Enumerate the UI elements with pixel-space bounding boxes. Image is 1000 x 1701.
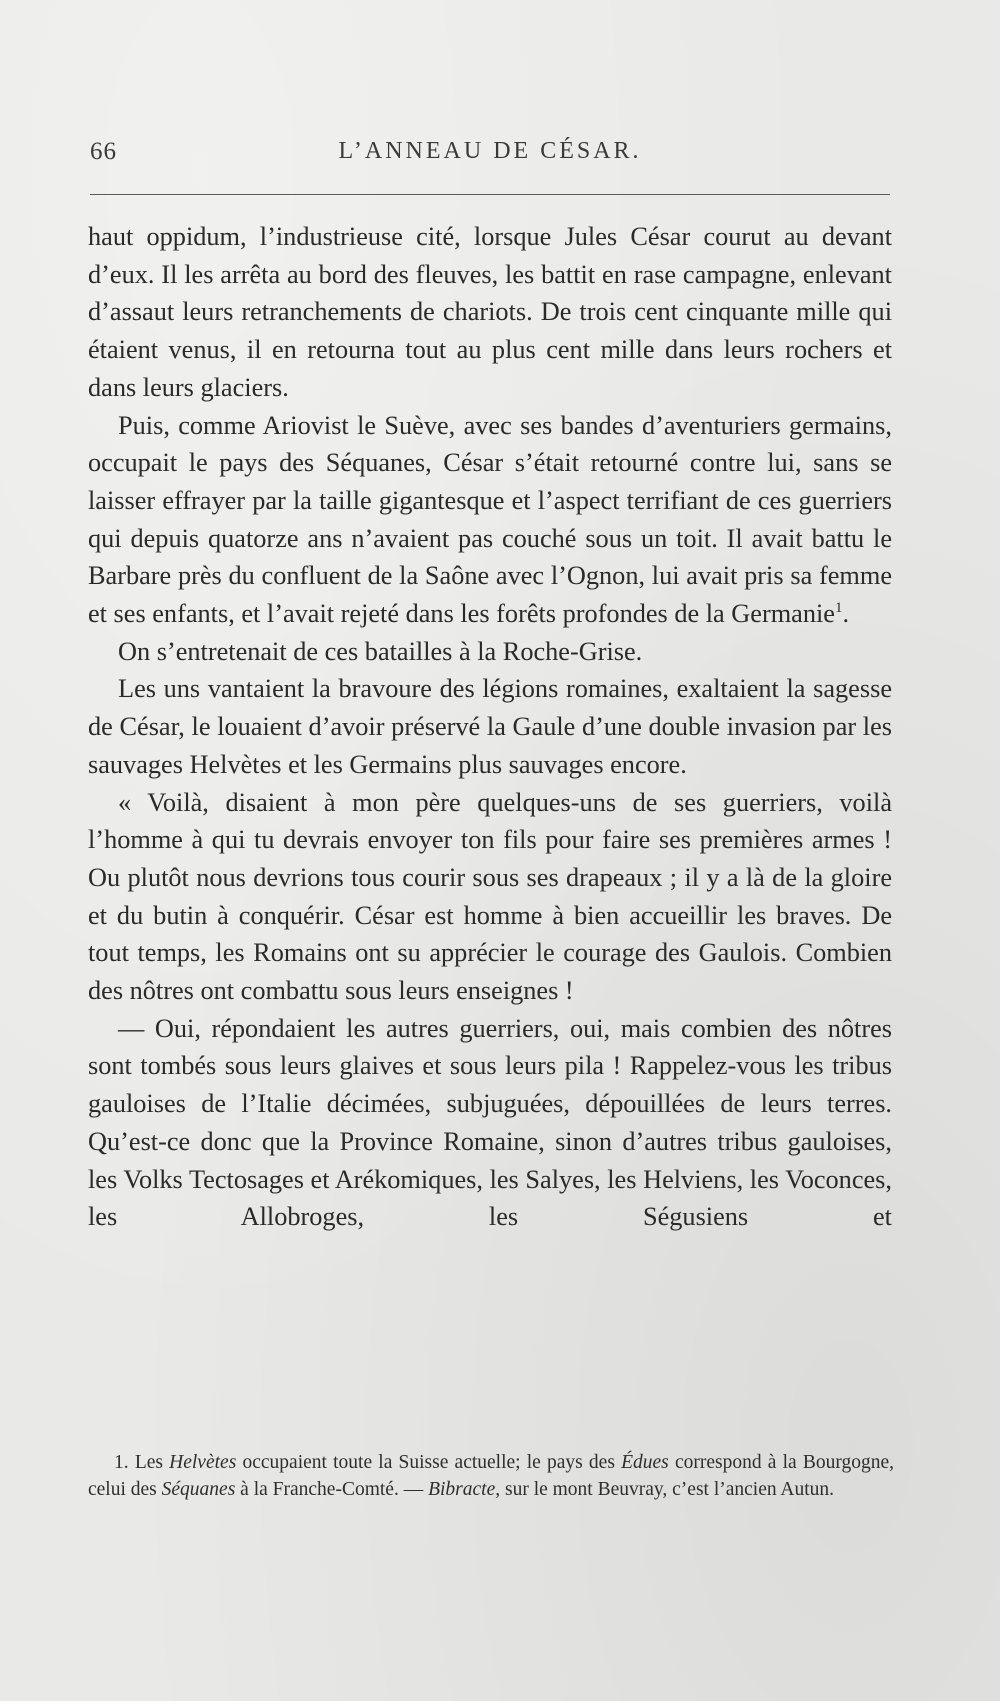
footnote-marker: 1	[834, 600, 843, 617]
main-text	[88, 218, 892, 1236]
page-header	[90, 138, 890, 174]
running-title: L’ANNEAU DE CÉSAR.	[338, 138, 642, 164]
footnote-text: à la Franche-Comté. —	[235, 1479, 429, 1500]
header-rule	[90, 194, 890, 195]
footnote-text: sur le mont Beuvray, c’est l’ancien Autun.	[500, 1479, 835, 1500]
paragraph-2-text: Puis, comme Ariovist le Suève, avec ses bandes d’aventuriers germains, occupait le pays des Séquanes, César s’était retourné contre lui, sans se laisser effrayer par la taille gigantesque et l’aspect terrifiant de ces guerriers qui depuis quatorze ans n’avaient pas couché sous un toit. Il avait battu le Barbare près du confluent de la Saône avec l’Ognon, lui avait pris sa femme et ses enfants, et l’avait rejeté dans les forêts profondes de la Germanie	[88, 410, 892, 629]
footnote-text: occupaient toute la Suisse actuelle; le pays des	[236, 1452, 622, 1473]
paragraph-4: Les uns vantaient la bravoure des légions romaines, exaltaient la sagesse de César, le louaient d’avoir préservé la Gaule d’une double invasion par les sauvages Helvètes et les Germains plus sauvages encore.	[88, 674, 892, 779]
page-number: 66	[90, 138, 117, 165]
paragraph-2-end: .	[842, 599, 850, 629]
footnote-text: Les	[134, 1452, 170, 1473]
footnote-number: 1.	[114, 1452, 129, 1473]
paragraph-6: — Oui, répondaient les autres guerriers, oui, mais combien des nôtres sont tombés sous leurs glaives et sous leurs pila ! Rappelez-vous les tribus gauloises de l’Italie décimées, subjuguées, dépouillées de leurs terres. Qu’est-ce donc que la Province Romaine, sinon d’autres tribus gauloises, les Volks Tectosages et Arékomiques, les Salyes, les Helviens, les Voconces, les Allobroges, les Ségusiens et	[88, 1013, 892, 1232]
footnote-1	[88, 1449, 894, 1503]
paragraph-3: On s’entretenait de ces batailles à la Roche-Grise.	[118, 636, 643, 666]
paragraph-2	[88, 407, 892, 633]
footnotes	[88, 1449, 894, 1503]
paragraph-1: haut oppidum, l’industrieuse cité, lorsque Jules César courut au devant d’eux. Il les arrêta au bord des fleuves, les battit en rase campagne, enlevant d’assaut leurs retranchements de chariots. De trois cent cinquante mille qui étaient venus, il en retourna tout au plus cent mille dans leurs rochers et dans leurs glaciers.	[88, 222, 892, 402]
paragraph-5: « Voilà, disaient à mon père quelques-uns de ses guerriers, voilà l’homme à qui tu devrais envoyer ton fils pour faire ses premières armes ! Ou plutôt nous devrions tous courir sous ses drapeaux ; il y a là de la gloire et du butin à conquérir. César est homme à bien accueillir les braves. De tout temps, les Romains ont su apprécier le courage des Gaulois. Combien des nôtres ont combattu sous leurs enseignes !	[88, 787, 892, 1006]
footnote-italic: Helvètes	[169, 1452, 237, 1473]
footnote-italic: Séquanes	[161, 1479, 236, 1500]
footnote-text: correspond à la Bourgogne, celui des	[88, 1452, 895, 1500]
footnote-italic: Bibracte,	[428, 1479, 501, 1500]
footnote-italic: Édues	[621, 1452, 669, 1473]
